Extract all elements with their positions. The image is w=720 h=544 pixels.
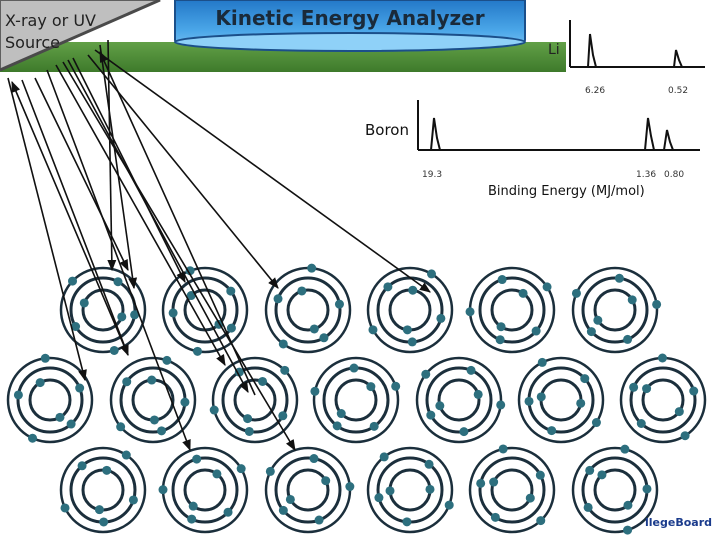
electron — [310, 387, 319, 396]
electron — [315, 516, 324, 525]
source-label-line2: Source — [5, 33, 60, 52]
nucleus-charge-label: 5+ — [399, 483, 421, 499]
boron-atom — [572, 268, 661, 352]
electron — [615, 274, 624, 283]
nucleus-charge-label: 5+ — [501, 483, 523, 499]
electron — [307, 264, 316, 273]
electron — [150, 415, 159, 424]
electron — [157, 426, 166, 435]
electron — [425, 485, 434, 494]
electron — [383, 282, 392, 291]
electron — [80, 298, 89, 307]
electron — [597, 470, 606, 479]
boron-peak-2s — [640, 118, 658, 150]
nucleus-charge-label: 5+ — [297, 483, 319, 499]
electron — [642, 384, 651, 393]
analyzer-title: Kinetic Energy Analyzer — [215, 6, 485, 30]
electron — [224, 508, 233, 517]
electron — [286, 495, 295, 504]
electron — [459, 427, 468, 436]
electron — [321, 476, 330, 485]
electron — [237, 464, 246, 473]
electron — [370, 422, 379, 431]
electron — [212, 469, 221, 478]
nucleus-charge-label: 5+ — [39, 393, 61, 409]
boron-atom — [266, 448, 355, 532]
boron-atom — [621, 354, 705, 442]
electron — [280, 366, 289, 375]
electron — [210, 406, 219, 415]
electron — [496, 335, 505, 344]
electron — [408, 286, 417, 295]
electron — [169, 308, 178, 317]
electron — [675, 407, 684, 416]
electron — [147, 376, 156, 385]
electron — [576, 399, 585, 408]
electron — [122, 377, 131, 386]
photon-electron-paths — [8, 40, 430, 450]
electron — [628, 295, 637, 304]
electron — [78, 461, 87, 470]
boron-atom — [266, 264, 350, 352]
electron — [593, 316, 602, 325]
electron — [226, 287, 235, 296]
electron — [391, 382, 400, 391]
boron-atom — [368, 448, 454, 532]
photon-ray — [22, 80, 128, 355]
electron — [587, 327, 596, 336]
electron — [99, 517, 108, 526]
boron-atom — [417, 358, 505, 442]
electron — [445, 501, 454, 510]
boron-peak-1s — [426, 118, 445, 150]
boron-peak-2p — [660, 130, 677, 150]
electron — [425, 460, 434, 469]
electron — [243, 414, 252, 423]
electron — [623, 335, 632, 344]
boron-spectrum-label: Boron — [365, 121, 409, 139]
electron — [28, 434, 37, 443]
electron — [476, 479, 485, 488]
electron — [102, 466, 111, 475]
electron — [426, 411, 435, 420]
electron — [496, 400, 505, 409]
electron — [547, 426, 556, 435]
electron — [67, 420, 76, 429]
electron — [113, 277, 122, 286]
electron — [467, 366, 476, 375]
nucleus-charge-label: 5+ — [92, 483, 114, 499]
nucleus-charge-label: 5+ — [194, 303, 216, 319]
electron — [61, 503, 70, 512]
electron — [637, 419, 646, 428]
electron — [192, 455, 201, 464]
boron-atom — [466, 268, 554, 352]
binding-energy-axis-label: Binding Energy (MJ/mol) — [488, 184, 645, 199]
electron — [681, 431, 690, 440]
electron — [159, 485, 168, 494]
electron — [572, 289, 581, 298]
electron — [245, 427, 254, 436]
boron-tick-label: 1.36 — [636, 170, 657, 180]
photon-ray — [8, 78, 85, 380]
electron — [592, 418, 601, 427]
electron — [279, 506, 288, 515]
electron — [519, 289, 528, 298]
brand-logo-text: llegeBoard — [645, 516, 712, 529]
electron — [345, 482, 354, 491]
electron — [408, 337, 417, 346]
electron — [658, 354, 667, 363]
electron — [652, 300, 661, 309]
electron — [319, 333, 328, 342]
electron — [466, 307, 475, 316]
electron — [374, 493, 383, 502]
electron — [474, 390, 483, 399]
electron — [642, 484, 651, 493]
boron-tick-label: 19.3 — [422, 170, 443, 180]
electron — [162, 356, 171, 365]
electron — [297, 286, 306, 295]
boron-atom — [61, 448, 145, 532]
electron — [274, 294, 283, 303]
electron — [532, 327, 541, 336]
boron-atom — [8, 354, 92, 443]
electron — [227, 324, 236, 333]
electron — [116, 422, 125, 431]
electron — [537, 392, 546, 401]
boron-tick-label: 0.80 — [664, 170, 685, 180]
nucleus-charge-label: 5+ — [604, 303, 626, 319]
electron — [526, 494, 535, 503]
electron — [585, 466, 594, 475]
electron — [623, 526, 632, 535]
electron — [266, 467, 275, 476]
nucleus-charge-label: 5+ — [550, 393, 572, 409]
boron-atom — [470, 444, 554, 532]
electron — [580, 374, 589, 383]
analyzer-lens-rim — [175, 33, 525, 51]
electron — [498, 275, 507, 284]
nucleus-charge-label: 5+ — [652, 393, 674, 409]
photon-ray — [63, 62, 295, 450]
electron — [350, 364, 359, 373]
electron — [335, 300, 344, 309]
boron-atom — [368, 268, 452, 352]
electron — [402, 517, 411, 526]
electron — [258, 377, 267, 386]
boron-atom — [159, 448, 247, 532]
photon-ray — [95, 50, 430, 292]
electron — [117, 312, 126, 321]
nucleus-charge-label: 5+ — [92, 303, 114, 319]
electron — [489, 478, 498, 487]
electron — [68, 277, 77, 286]
electron — [421, 370, 430, 379]
electron — [122, 451, 131, 460]
electron — [380, 452, 389, 461]
electron — [310, 324, 319, 333]
source-label-line1: X-ray or UV — [5, 11, 96, 30]
boron-atom — [310, 358, 400, 442]
electron — [629, 383, 638, 392]
electron — [435, 401, 444, 410]
li-tick-label: 0.52 — [668, 86, 689, 96]
boron-atom — [210, 358, 297, 442]
electron — [386, 486, 395, 495]
electron — [436, 314, 445, 323]
electron — [36, 378, 45, 387]
electron — [525, 397, 534, 406]
electron — [193, 347, 202, 356]
nucleus-charge-label: 5+ — [399, 303, 421, 319]
boron-atom-lattice — [8, 264, 705, 535]
electron — [309, 454, 318, 463]
boron-atom — [519, 358, 603, 442]
electron — [129, 495, 138, 504]
electron — [620, 445, 629, 454]
nucleus-charge-label: 5+ — [345, 393, 367, 409]
electron — [366, 382, 375, 391]
electron — [110, 346, 119, 355]
nucleus-charge-label: 5+ — [142, 393, 164, 409]
electron — [403, 325, 412, 334]
nucleus-charge-label: 5+ — [501, 303, 523, 319]
electron — [623, 501, 632, 510]
electron — [189, 502, 198, 511]
electron — [75, 384, 84, 393]
electron — [427, 269, 436, 278]
li-tick-label: 6.26 — [585, 86, 606, 96]
electron — [333, 421, 342, 430]
nucleus-charge-label: 5+ — [448, 393, 470, 409]
electron — [278, 411, 287, 420]
photon-ray — [100, 45, 134, 288]
electron — [497, 322, 506, 331]
electron — [187, 515, 196, 524]
electron — [55, 413, 64, 422]
electron — [279, 339, 288, 348]
electron — [543, 282, 552, 291]
nucleus-charge-label: 5+ — [244, 393, 266, 409]
electron — [536, 516, 545, 525]
electron — [536, 471, 545, 480]
electron — [689, 387, 698, 396]
source-label — [5, 10, 96, 54]
nucleus-charge-label: 5+ — [297, 303, 319, 319]
electron — [14, 390, 23, 399]
electron — [180, 398, 189, 407]
electron — [491, 513, 500, 522]
electron — [368, 325, 377, 334]
electron — [41, 354, 50, 363]
li-spectrum-label: Li — [548, 42, 560, 58]
nucleus-charge-label: 5+ — [194, 483, 216, 499]
nucleus-charge-label: 5+ — [604, 483, 626, 499]
electron — [95, 505, 104, 514]
electron — [538, 358, 547, 367]
electron — [584, 503, 593, 512]
electron — [499, 444, 508, 453]
electron — [337, 409, 346, 418]
